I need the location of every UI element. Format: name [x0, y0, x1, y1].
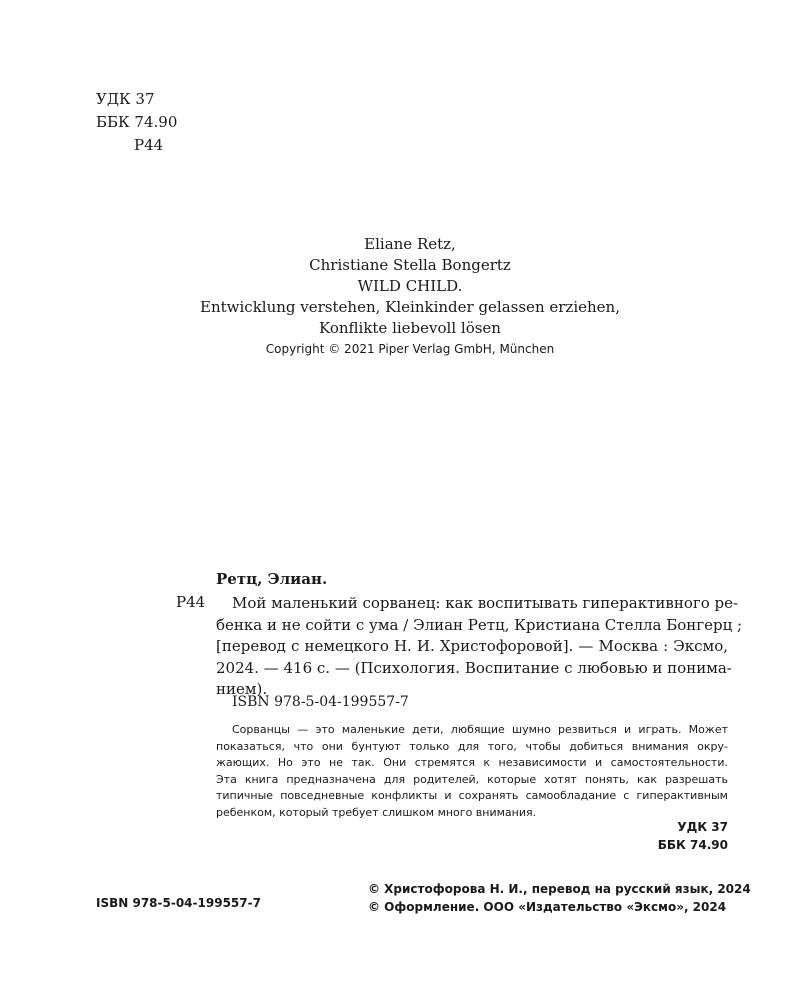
bib-description-line: Мой маленький сорванец: как воспитывать гиперактивного ре-: [232, 594, 739, 612]
bib-description: [216, 593, 743, 701]
isbn-footer: ISBN 978-5-04-199557-7: [96, 896, 261, 910]
original-subtitle-1: Entwicklung verstehen, Kleinkinder gelassen erziehen,: [200, 298, 620, 316]
annotation-line: типичные повседневные конфликты и сохранять самообладание с гиперактивным: [216, 789, 728, 802]
bib-description-line: нием).: [216, 680, 268, 698]
bib-description-line: 2024. — 416 с. — (Психология. Воспитание с любовью и понима-: [216, 658, 732, 677]
bbk-code-bottom: ББК 74.90: [657, 838, 728, 852]
translation-copyright: © Христофорова Н. И., перевод на русский язык, 2024: [368, 882, 751, 896]
udk-code-bottom: УДК 37: [677, 820, 728, 834]
annotation-line: Сорванцы — это маленькие дети, любящие шумно резвиться и играть. Может: [232, 723, 728, 736]
original-copyright: Copyright © 2021 Piper Verlag GmbH, München: [265, 342, 555, 356]
bib-author-mark: Р44: [176, 593, 206, 611]
original-title: WILD CHILD.: [357, 277, 463, 295]
original-subtitle-2: Konflikte liebevoll lösen: [319, 319, 501, 337]
annotation-line: жающих. Но это не так. Они стремятся к независимости и самостоятельности.: [216, 756, 728, 769]
annotation-line: ребенком, который требует слишком много внимания.: [216, 805, 537, 819]
annotation-line: Эта книга предназначена для родителей, которые хотят понять, как разрешать: [216, 772, 728, 786]
original-edition: [100, 234, 720, 339]
original-author-1: Eliane Retz,: [364, 235, 456, 253]
classification-top: [96, 88, 177, 157]
isbn: ISBN 978-5-04-199557-7: [232, 694, 409, 710]
annotation: [216, 722, 728, 821]
annotation-line: показаться, что они бунтуют только для того, чтобы добиться внимания окру-: [216, 739, 728, 753]
design-copyright: © Оформление. ООО «Издательство «Эксмо», 2024: [368, 900, 727, 914]
author-mark: Р44: [134, 136, 164, 154]
udk-code: УДК 37: [96, 90, 155, 108]
bbk-code: ББК 74.90: [96, 113, 178, 131]
bib-author: Ретц, Элиан.: [216, 570, 328, 588]
original-author-2: Christiane Stella Bongertz: [309, 256, 511, 274]
classification-bottom: [560, 818, 728, 854]
bib-description-line: бенка и не сойти с ума / Элиан Ретц, Кристиана Стелла Бонгерц ;: [216, 615, 743, 634]
rights-block: [368, 880, 751, 916]
bib-description-line: [перевод с немецкого Н. И. Христофоровой]. — Москва : Эксмо,: [216, 637, 728, 655]
